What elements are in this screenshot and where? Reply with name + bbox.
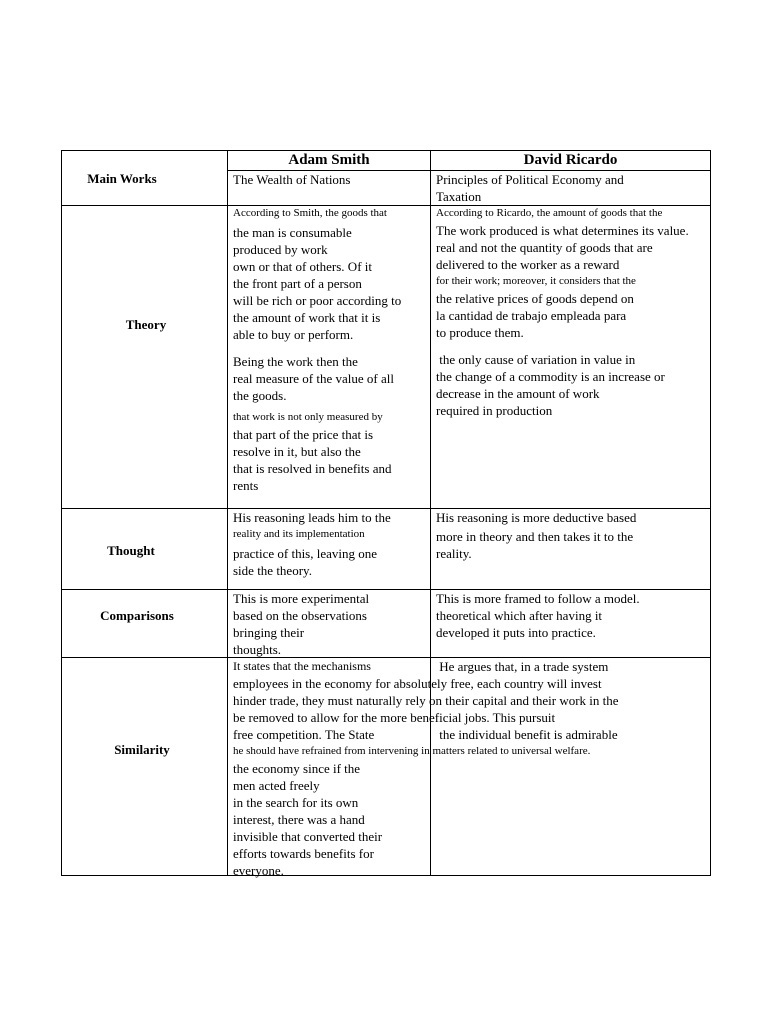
row-label-thought: Thought [107, 543, 155, 558]
theory-smith-line: the man is consumable [233, 225, 352, 240]
thought-smith-line: side the theory. [233, 563, 312, 578]
main-works-ricardo-line: Principles of Political Economy and [436, 172, 624, 187]
main-works-ricardo [436, 171, 624, 205]
similarity-smith-line: the economy since if the [233, 761, 361, 776]
comparisons-smith-line: thoughts. [233, 642, 282, 657]
theory-ricardo-line: to produce them. [436, 325, 524, 340]
similarity-smith-line: men acted freely [233, 778, 320, 793]
similarity-smith-line: in the search for its own [233, 795, 359, 810]
theory-ricardo-line: required in production [436, 403, 553, 418]
theory-ricardo [436, 205, 689, 419]
theory-ricardo-line: the only cause of variation in value in [436, 352, 636, 367]
thought-ricardo [436, 509, 636, 562]
theory-smith-line: the amount of work that it is [233, 310, 381, 325]
row-label-main-works: Main Works [87, 171, 157, 186]
comparison-table [61, 150, 711, 876]
theory-smith-line: real measure of the value of all [233, 371, 394, 386]
thought-ricardo-line: more in theory and then takes it to the [436, 529, 634, 544]
similarity-smith-line: he should have refrained from intervening in matters related to universal welfare. [233, 745, 591, 757]
similarity-ricardo [436, 658, 618, 743]
thought-ricardo-line: His reasoning is more deductive based [436, 510, 637, 525]
row-label-comparisons: Comparisons [100, 608, 174, 623]
thought-smith-line: His reasoning leads him to the [233, 510, 391, 525]
theory-smith-line: rents [233, 478, 259, 493]
theory-smith-line: resolve in it, but also the [233, 444, 361, 459]
comparisons-ricardo-line: This is more framed to follow a model. [436, 591, 640, 606]
theory-ricardo-line: the change of a commodity is an increase or [436, 369, 665, 384]
theory-ricardo-line: real and not the quantity of goods that are [436, 240, 653, 255]
theory-smith-line: the goods. [233, 388, 287, 403]
comparisons-smith-line: bringing their [233, 625, 305, 640]
thought-ricardo-line: reality. [436, 546, 472, 561]
similarity-ricardo-line: the individual benefit is admirable [436, 727, 618, 742]
similarity-smith-line: everyone. [233, 863, 284, 878]
theory-ricardo-line: the relative prices of goods depend on [436, 291, 634, 306]
similarity-smith-line: hinder trade, they must naturally rely on their capital and their work in the [233, 693, 619, 708]
column-divider-1 [227, 151, 228, 875]
theory-ricardo-line: decrease in the amount of work [436, 386, 600, 401]
theory-smith-line: able to buy or perform. [233, 327, 354, 342]
similarity-smith-line: invisible that converted their [233, 829, 383, 844]
comparisons-ricardo [436, 590, 640, 641]
similarity-smith-line: employees in the economy for absolutely free, each country will invest [233, 676, 602, 691]
column-header-smith: Adam Smith [288, 152, 370, 168]
comparisons-ricardo-line: developed it puts into practice. [436, 625, 596, 640]
similarity-smith-line: be removed to allow for the more beneficial jobs. This pursuit [233, 710, 556, 725]
comparisons-smith [233, 590, 369, 658]
theory-smith-line: According to Smith, the goods that [233, 207, 387, 219]
theory-smith-line: that part of the price that is [233, 427, 374, 442]
theory-smith-line: Being the work then the [233, 354, 358, 369]
main-works-smith-text: The Wealth of Nations [233, 172, 351, 187]
thought-smith-line: practice of this, leaving one [233, 546, 378, 561]
comparisons-smith-line: based on the observations [233, 608, 367, 623]
theory-ricardo-line: for their work; moreover, it considers that the [436, 275, 636, 287]
similarity-smith-line: interest, there was a hand [233, 812, 365, 827]
theory-smith-line: produced by work [233, 242, 328, 257]
main-works-smith [233, 171, 351, 188]
theory-ricardo-line: delivered to the worker as a reward [436, 257, 620, 272]
spacer [436, 675, 618, 726]
main-works-ricardo-line: Taxation [436, 189, 482, 204]
theory-ricardo-line: According to Ricardo, the amount of goods that the [436, 207, 663, 219]
column-header-ricardo: David Ricardo [523, 152, 618, 168]
similarity-ricardo-line: He argues that, in a trade system [436, 659, 609, 674]
theory-smith-line: the front part of a person [233, 276, 362, 291]
similarity-smith-line: It states that the mechanisms [233, 659, 371, 673]
thought-smith [233, 509, 391, 579]
row-label-theory: Theory [125, 317, 167, 332]
row-label-similarity: Similarity [114, 742, 170, 757]
similarity-smith-line: efforts towards benefits for [233, 846, 374, 861]
theory-ricardo-line: The work produced is what determines its value. [436, 223, 689, 238]
thought-smith-line: reality and its implementation [233, 528, 365, 540]
theory-ricardo-line: la cantidad de trabajo empleada para [436, 308, 627, 323]
theory-smith-line: that work is not only measured by [233, 411, 383, 423]
comparisons-ricardo-line: theoretical which after having it [436, 608, 603, 623]
similarity-smith-line: free competition. The State [233, 727, 375, 742]
theory-smith-line: that is resolved in benefits and [233, 461, 392, 476]
comparisons-smith-line: This is more experimental [233, 591, 370, 606]
theory-smith [233, 205, 401, 494]
theory-smith-line: own or that of others. Of it [233, 259, 373, 274]
theory-smith-line: will be rich or poor according to [233, 293, 402, 308]
